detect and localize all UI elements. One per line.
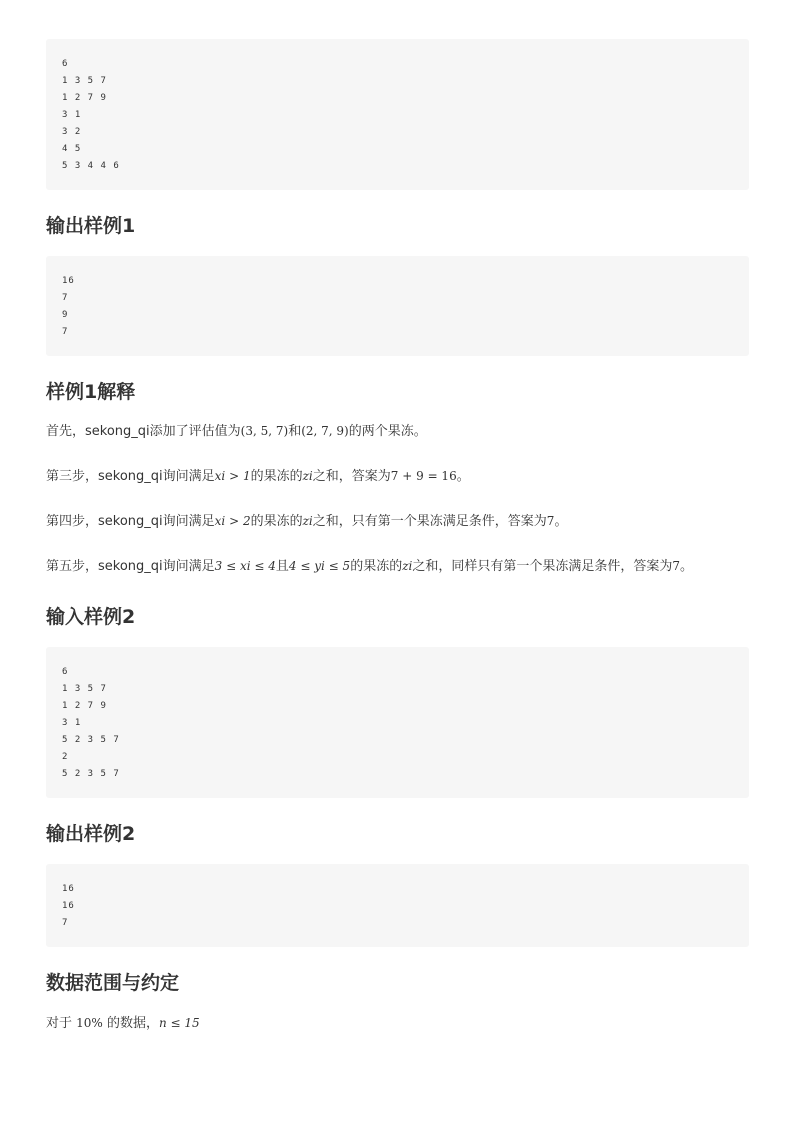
output-sample-1-heading: 输出样例1: [46, 215, 136, 237]
text: 且: [275, 559, 289, 574]
input-sample-1-code: [46, 39, 749, 190]
text: 。: [680, 559, 694, 574]
explanation-paragraph: [46, 556, 749, 577]
text: 和: [288, 424, 302, 439]
text: 对于: [46, 1016, 77, 1031]
math: zi: [302, 514, 313, 528]
code-line: 3 1: [62, 718, 82, 728]
math: 7: [546, 514, 555, 528]
explanation-1-heading: 样例1解释: [46, 381, 136, 403]
math: xi > 2: [214, 514, 251, 528]
text: 的果冻的: [250, 469, 303, 484]
math: n ≤ 15: [158, 1016, 200, 1030]
text: 之和，答案为: [312, 469, 391, 484]
constraints-paragraph: [46, 1013, 749, 1034]
math: zi: [402, 559, 413, 573]
math: 7: [672, 559, 681, 573]
text: 之和，只有第一个果冻满足条件，答案为: [312, 514, 547, 529]
output-sample-2-code: [46, 864, 749, 947]
code-line: 5 3 4 4 6: [62, 161, 120, 171]
output-sample-2-heading: 输出样例2: [46, 823, 136, 845]
code-line: 1 3 5 7: [62, 684, 107, 694]
code-line: 1 2 7 9: [62, 93, 107, 103]
math: xi > 1: [214, 469, 251, 483]
code-line: 1 2 7 9: [62, 701, 107, 711]
explanation-paragraph: [46, 511, 749, 532]
code-line: 16: [62, 276, 75, 286]
text: 首先，sekong_qi添加了评估值为: [46, 424, 241, 439]
math: 7 + 9 = 16: [390, 469, 457, 483]
math: 10%: [76, 1016, 103, 1030]
math: zi: [302, 469, 313, 483]
code-line: 1 3 5 7: [62, 76, 107, 86]
code-line: 9: [62, 310, 69, 320]
text: 的果冻的: [250, 514, 303, 529]
output-sample-1-code: [46, 256, 749, 356]
math: 4 ≤ yi ≤ 5: [288, 559, 351, 573]
code-line: 2: [62, 752, 69, 762]
input-sample-2-heading: 输入样例2: [46, 606, 136, 628]
text: 的两个果冻。: [348, 424, 427, 439]
math: (2, 7, 9): [301, 424, 349, 438]
text: 第四步，sekong_qi询问满足: [46, 514, 215, 529]
text: 第五步，sekong_qi询问满足: [46, 559, 215, 574]
input-sample-2-code: [46, 647, 749, 798]
code-line: 6: [62, 667, 69, 677]
text: 的数据，: [102, 1016, 159, 1031]
code-line: 7: [62, 327, 69, 337]
math: (3, 5, 7): [240, 424, 289, 438]
text: 。: [456, 469, 470, 484]
code-line: 16: [62, 901, 75, 911]
document-content: [46, 39, 749, 1034]
code-line: 6: [62, 59, 69, 69]
code-line: 5 2 3 5 7: [62, 769, 120, 779]
text: 。: [554, 514, 568, 529]
text: 的果冻的: [350, 559, 403, 574]
math: 3 ≤ xi ≤ 4: [214, 559, 276, 573]
text: 第三步，sekong_qi询问满足: [46, 469, 215, 484]
explanation-paragraph: [46, 466, 749, 487]
code-line: 5 2 3 5 7: [62, 735, 120, 745]
code-line: 4 5: [62, 144, 82, 154]
code-line: 7: [62, 293, 69, 303]
code-line: 16: [62, 884, 75, 894]
text: 之和，同样只有第一个果冻满足条件，答案为: [412, 559, 673, 574]
code-line: 3 2: [62, 127, 82, 137]
constraints-heading: 数据范围与约定: [46, 972, 180, 994]
code-line: 3 1: [62, 110, 82, 120]
explanation-paragraph: [46, 421, 749, 442]
code-line: 7: [62, 918, 69, 928]
